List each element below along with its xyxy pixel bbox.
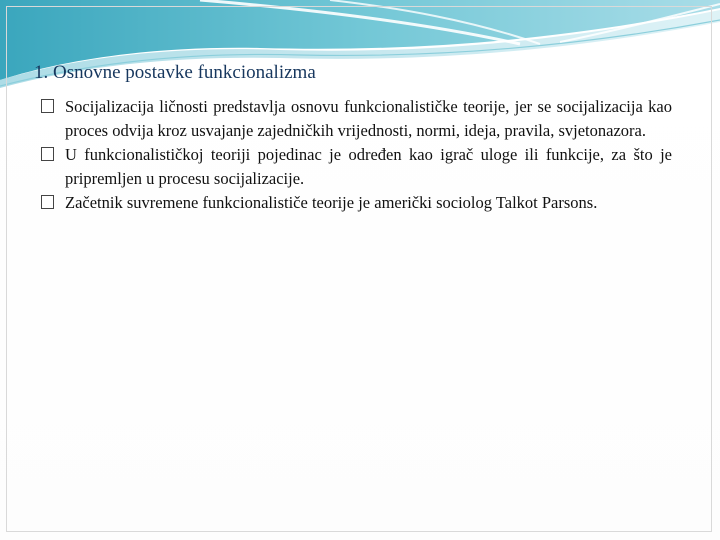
slide-title: 1. Osnovne postavke funkcionalizma	[34, 62, 316, 83]
square-bullet-icon	[41, 99, 54, 113]
square-bullet-icon	[41, 195, 54, 209]
bullet-list	[40, 95, 672, 215]
square-bullet-icon	[41, 147, 54, 161]
bullet-item	[40, 143, 672, 191]
bullet-text: Socijalizacija ličnosti predstavlja osnovu funkcionalističke teorije, jer se socijalizacija kao proces odvija kroz usvajanje zajedničkih vrijednosti, normi, ideja, pravila, svjetonazora.	[65, 97, 672, 140]
bullet-item	[40, 95, 672, 143]
bullet-text: U funkcionalističkoj teoriji pojedinac je određen kao igrač uloge ili funkcije, za što je pripremljen u procesu socijalizacije.	[65, 145, 672, 188]
bullet-item	[40, 191, 672, 215]
bullet-text: Začetnik suvremene funkcionalističe teorije je američki sociolog Talkot Parsons.	[65, 193, 598, 212]
